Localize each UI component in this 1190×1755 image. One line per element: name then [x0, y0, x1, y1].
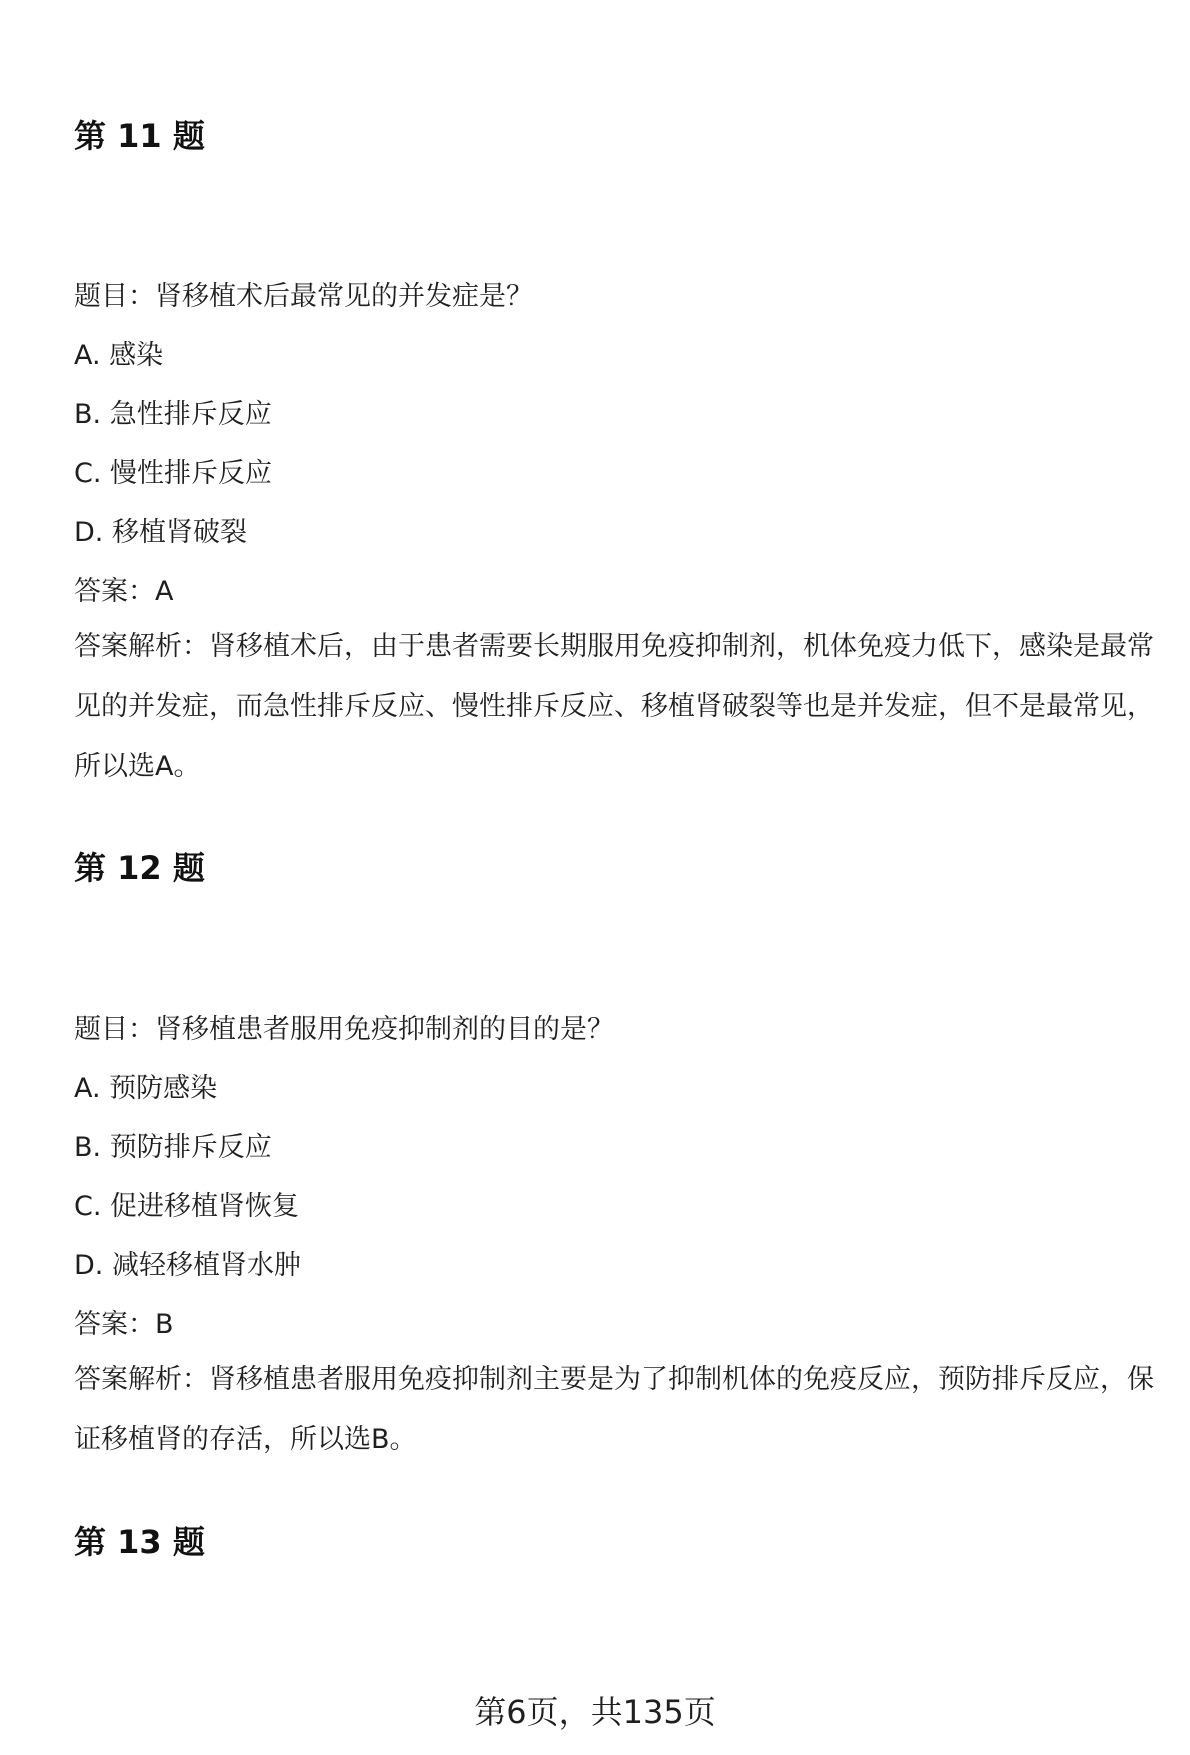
question-heading: 第 12 题 — [74, 849, 205, 887]
option-a: A. 预防感染 — [74, 1073, 218, 1104]
option-a: A. 感染 — [74, 340, 164, 371]
option-c: C. 慢性排斥反应 — [74, 458, 273, 489]
answer: 答案：B — [74, 1309, 174, 1340]
option-b: B. 预防排斥反应 — [74, 1132, 272, 1163]
option-b: B. 急性排斥反应 — [74, 399, 272, 430]
question-heading: 第 11 题 — [74, 117, 205, 155]
option-d: D. 移植肾破裂 — [74, 517, 247, 548]
question-stem: 题目：肾移植患者服用免疫抑制剂的目的是？ — [74, 1014, 614, 1045]
answer-explanation: 答案解析：肾移植患者服用免疫抑制剂主要是为了抑制机体的免疫反应，预防排斥反应，保证移植肾的存活，所以选B。 — [74, 1364, 1154, 1455]
answer-explanation: 答案解析：肾移植术后，由于患者需要长期服用免疫抑制剂，机体免疫力低下，感染是最常见的并发症，而急性排斥反应、慢性排斥反应、移植肾破裂等也是并发症，但不是最常见，所以选A。 — [74, 631, 1154, 782]
option-d: D. 减轻移植肾水肿 — [74, 1250, 301, 1281]
option-c: C. 促进移植肾恢复 — [74, 1191, 300, 1222]
page-number: 第6页，共135页 — [474, 1693, 716, 1731]
question-heading: 第 13 题 — [74, 1523, 205, 1561]
question-stem: 题目：肾移植术后最常见的并发症是？ — [74, 281, 533, 312]
answer: 答案：A — [74, 576, 174, 607]
